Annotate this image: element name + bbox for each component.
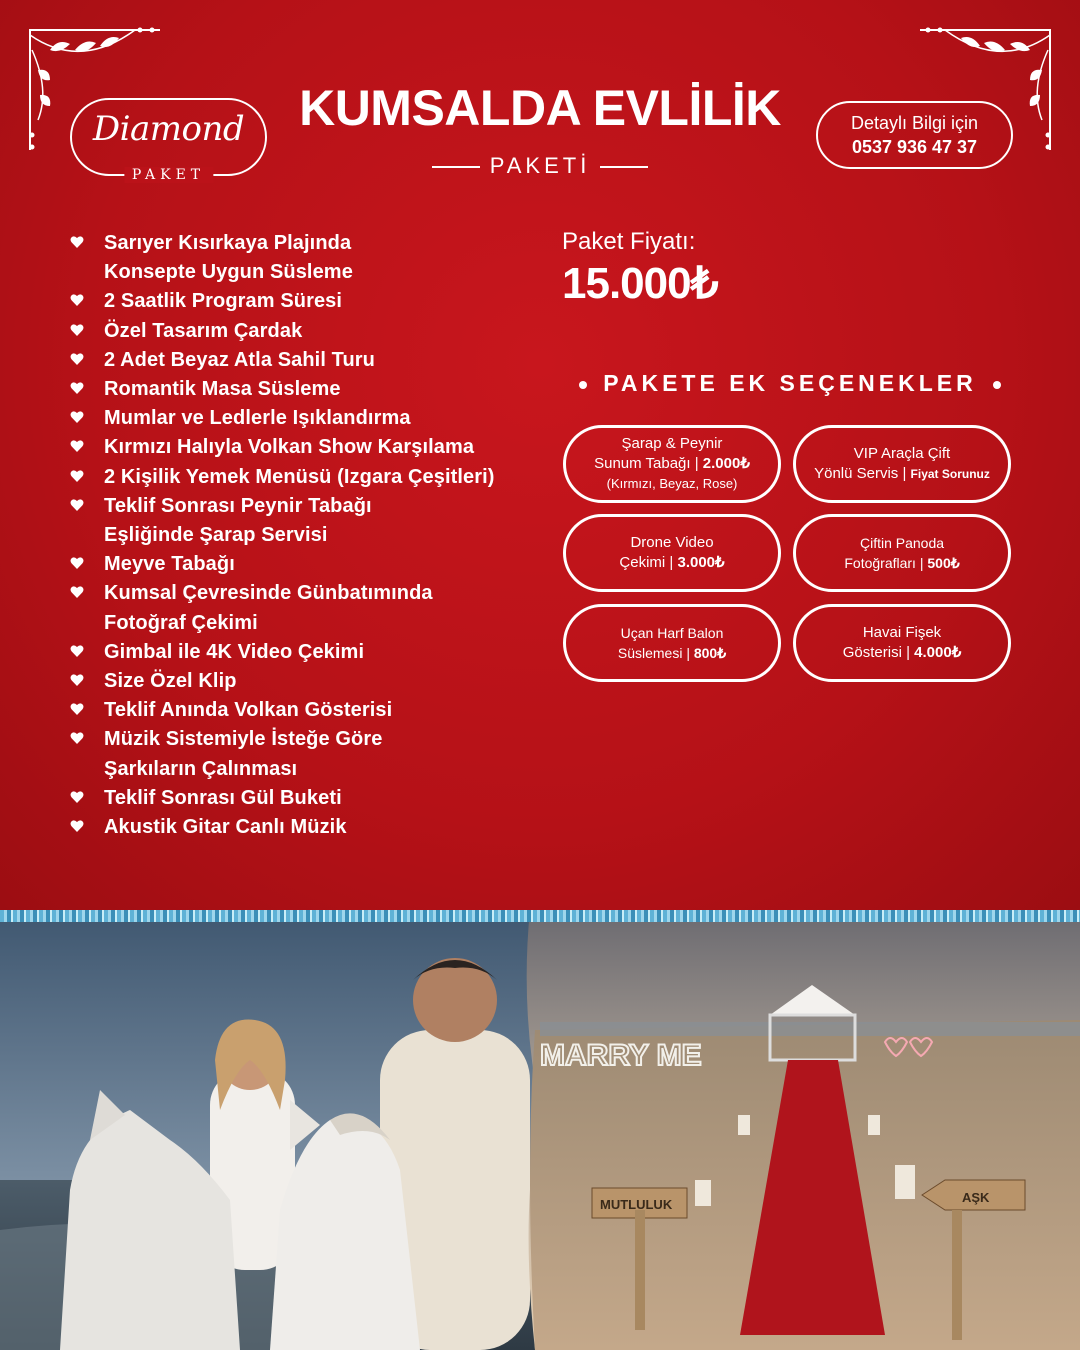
bullet-dot: [579, 381, 587, 389]
option-fireworks: [793, 604, 1011, 682]
feature-text: Şarkıların Çalınması: [104, 757, 298, 780]
contact-badge: [816, 101, 1013, 169]
feature-text: Gimbal ile 4K Video Çekimi: [104, 640, 365, 663]
option-vip-car: [793, 425, 1011, 503]
heart-icon: [70, 731, 84, 745]
option-line2: Yönlü Servis |: [814, 465, 911, 482]
feature-text: 2 Saatlik Program Süresi: [104, 290, 343, 313]
option-line1: Drone Video: [630, 534, 714, 551]
sign-left-text: MUTLULUK: [600, 1197, 673, 1212]
heart-icon: [70, 673, 84, 687]
feature-text: Mumlar ve Ledlerle Işıklandırma: [104, 407, 411, 430]
heart-icon: [70, 819, 84, 833]
feature-text: Konsepte Uygun Süsleme: [104, 261, 353, 284]
option-price: 3.000₺: [677, 554, 725, 571]
feature-text: Eşliğinde Şarap Servisi: [104, 524, 328, 547]
feature-item: [70, 638, 550, 667]
option-line2: Gösterisi |: [842, 644, 915, 661]
feature-item: [70, 375, 550, 404]
feature-item: [70, 346, 550, 375]
photo-strip: [0, 910, 1080, 1350]
feature-text: Teklif Sonrası Peynir Tabağı: [104, 494, 372, 517]
marry-me-letters: MARRY ME: [540, 1039, 702, 1072]
heart-icon: [70, 235, 84, 249]
feature-item: [70, 258, 550, 287]
option-line1: VIP Araçla Çift: [853, 445, 951, 462]
divider-line: [432, 166, 480, 168]
option-line1: Havai Fişek: [862, 624, 942, 641]
option-line2: Fotoğrafları |: [844, 555, 928, 571]
option-price: 4.000₺: [914, 644, 962, 661]
heart-icon: [70, 790, 84, 804]
option-line1: Şarap & Peynir: [621, 435, 723, 452]
option-line1: Çiftin Panoda: [859, 535, 945, 551]
feature-item: [70, 696, 550, 725]
option-drone-video: [563, 514, 781, 592]
sign-right-text: AŞK: [962, 1190, 990, 1205]
option-letter-balloons: [563, 604, 781, 682]
feature-text: Fotoğraf Çekimi: [104, 611, 258, 634]
option-wine-cheese: [563, 425, 781, 503]
heart-icon: [70, 381, 84, 395]
lantern: [895, 1165, 915, 1199]
page-title: KUMSALDA EVLİLİK: [299, 80, 781, 136]
feature-text: Meyve Tabağı: [104, 553, 235, 576]
feature-item: [70, 404, 550, 433]
feature-item: [70, 755, 550, 784]
page-subtitle-wrap: [420, 153, 660, 179]
feature-text: Kumsal Çevresinde Günbatımında: [104, 582, 433, 605]
divider-line: [600, 166, 648, 168]
feature-text: 2 Kişilik Yemek Menüsü (Izgara Çeşitleri): [104, 465, 495, 488]
feature-text: Kırmızı Halıyla Volkan Show Karşılama: [104, 436, 475, 459]
feature-item: [70, 813, 550, 842]
feature-text: Özel Tasarım Çardak: [104, 319, 303, 342]
glitter-border: [0, 910, 1080, 922]
heart-icon: [70, 469, 84, 483]
package-price: 15.000₺: [562, 259, 718, 308]
feature-text: Teklif Anında Volkan Gösterisi: [104, 699, 393, 722]
heart-icon: [70, 556, 84, 570]
heart-icon: [70, 352, 84, 366]
heart-icon: [70, 498, 84, 512]
heart-icon: [70, 585, 84, 599]
feature-item: [70, 725, 550, 754]
feature-item: [70, 550, 550, 579]
brand-name: Diamond: [92, 109, 245, 149]
contact-phone: 0537 936 47 37: [851, 137, 978, 157]
feature-item: [70, 287, 550, 316]
feature-item: [70, 609, 550, 638]
bullet-dot: [993, 381, 1001, 389]
feature-text: Teklif Sonrası Gül Buketi: [104, 786, 342, 809]
heart-icon: [70, 702, 84, 716]
page-subtitle: PAKETİ: [489, 153, 591, 178]
feature-text: Romantik Masa Süsleme: [104, 378, 341, 401]
brand-sub: PAKET: [124, 167, 213, 183]
contact-label: Detaylı Bilgi için: [850, 113, 979, 133]
feature-item: [70, 463, 550, 492]
feature-text: 2 Adet Beyaz Atla Sahil Turu: [104, 348, 376, 371]
heart-icon: [70, 439, 84, 453]
feature-text: Sarıyer Kısırkaya Plajında: [104, 232, 352, 254]
heart-icon: [70, 644, 84, 658]
extras-title-wrap: [560, 370, 1020, 397]
option-line2: Sunum Tabağı |: [594, 455, 703, 472]
lantern: [695, 1180, 711, 1206]
option-line2: Süslemesi |: [617, 645, 694, 661]
feature-item: [70, 579, 550, 608]
option-price: Fiyat Sorunuz: [910, 467, 990, 481]
option-board-photos: [793, 514, 1011, 592]
option-price: 500₺: [927, 555, 960, 571]
heart-icon: [70, 410, 84, 424]
feature-item: [70, 784, 550, 813]
lantern: [868, 1115, 880, 1135]
feature-item: [70, 317, 550, 346]
feature-text: Akustik Gitar Canlı Müzik: [104, 816, 347, 839]
feature-text: Müzik Sistemiyle İsteğe Göre: [104, 728, 383, 751]
lantern: [738, 1115, 750, 1135]
photo-collage: [0, 910, 1080, 1350]
option-price: 800₺: [693, 645, 727, 661]
option-price: 2.000₺: [702, 455, 750, 472]
feature-item: [70, 433, 550, 462]
feature-item: [70, 229, 550, 258]
feature-text: Size Özel Klip: [104, 670, 237, 693]
feature-item: [70, 667, 550, 696]
brand-logo: [70, 98, 267, 183]
option-line2: Çekimi |: [619, 554, 678, 571]
extras-title: PAKETE EK SEÇENEKLER: [603, 370, 977, 396]
heart-icon: [70, 293, 84, 307]
feature-list: [70, 229, 550, 842]
heart-icon: [70, 323, 84, 337]
feature-item: [70, 521, 550, 550]
option-line3: (Kırmızı, Beyaz, Rose): [606, 476, 738, 491]
feature-item: [70, 492, 550, 521]
price-label: Paket Fiyatı:: [562, 228, 696, 255]
option-line1: Uçan Harf Balon: [620, 625, 724, 641]
